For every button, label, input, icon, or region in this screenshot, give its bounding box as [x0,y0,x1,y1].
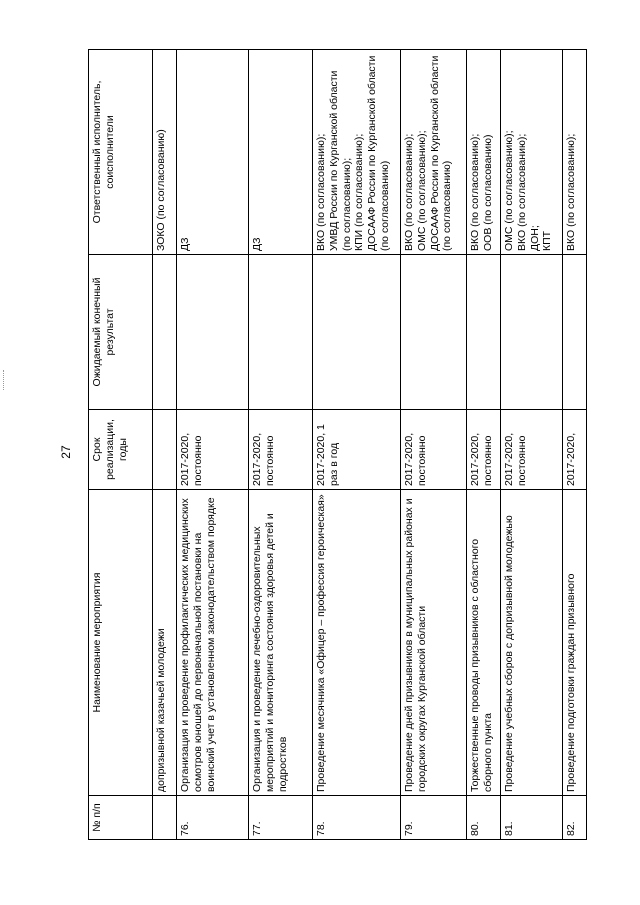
section-name: допризывной казачьей молодежи [153,490,177,796]
header-result: Ожидаемый конечный результат [89,255,153,410]
header-term: Срок реализации, годы [89,410,153,490]
row-executor [563,50,587,255]
row-term: 2017-2020, постоянно [467,410,501,490]
executor-line: ОМС (по согласованию); [415,130,428,251]
row-result [401,255,467,410]
table-row [467,50,501,840]
row-executor [177,50,249,255]
row-term: 2017-2020, [563,410,587,490]
table-row [401,50,467,840]
table-row [501,50,563,840]
executor-line: ДОСААФ России по Курганской области (по согласованию) [428,55,454,251]
header-num: № п/п [89,796,153,840]
row-num: 77. [249,796,313,840]
row-term: 2017-2020, постоянно [177,410,249,490]
table-row [177,50,249,840]
row-num: 78. [313,796,401,840]
executor-line: КПИ (по согласованию); [353,133,366,251]
row-num: 76. [177,796,249,840]
executor-line: ДОСААФ России по Курганской области (по согласованию) [366,55,391,251]
row-term: 2017-2020, 1 раз в год [313,410,401,490]
table-row [563,50,587,840]
row-name: Организация и проведение профилактических медицинских осмотров юношей до первоначальной постановки на воинский учет в установленном законодательством порядке [177,490,249,796]
row-name: Проведение учебных сборов с допризывной молодежью [501,490,563,796]
row-executor [401,50,467,255]
rotated-table-wrapper [88,50,588,840]
row-result [467,255,501,410]
row-name: Торжественные проводы призывников с областного сборного пункта [467,490,501,796]
section-result-cell [153,255,177,410]
table-header-row [89,50,153,840]
executor-line: ВКО (по согласованию); [315,133,327,251]
executor-line: ВКО (по согласованию); [515,133,528,251]
executor-line: ДОН; [528,225,541,251]
row-term: 2017-2020, постоянно [501,410,563,490]
row-executor [313,50,401,255]
row-name: Проведение месячника «Офицер – профессия героическая» [313,490,401,796]
row-executor [467,50,501,255]
row-name: Проведение дней призывников в муниципальных районах и городских округах Курганской области [401,490,467,796]
executor-line: ДЗ [251,237,263,251]
section-row [153,50,177,840]
page-number: 27 [59,445,73,459]
row-num: 82. [563,796,587,840]
table-row [313,50,401,840]
executor-line: ДЗ [179,237,191,251]
row-result [177,255,249,410]
table-row [249,50,313,840]
header-name: Наименование мероприятия [89,490,153,796]
row-executor [249,50,313,255]
row-term: 2017-2020, постоянно [401,410,467,490]
section-term-cell [153,410,177,490]
executor-line: УМВД России по Курганской области (по согласованию); [327,70,353,251]
executor-line: ООВ (по согласованию) [481,134,494,251]
executor-line: ВКО (по согласованию); [403,133,415,251]
row-result [249,255,313,410]
header-executor: Ответственный исполнитель, соисполнители [89,50,153,255]
scan-artifact [3,370,6,390]
executor-line: КПТ [541,230,554,251]
row-result [313,255,401,410]
row-num: 81. [501,796,563,840]
executor-line: ВКО (по согласованию); [469,133,481,251]
row-name: Проведение подготовки граждан призывного [563,490,587,796]
section-num-cell [153,796,177,840]
row-result [563,255,587,410]
row-num: 80. [467,796,501,840]
executor-line: ВКО (по согласованию); [565,133,577,251]
row-term: 2017-2020, постоянно [249,410,313,490]
executor-line: ОМС (по согласованию); [503,130,515,251]
section-executor: ЗОКО (по согласованию) [153,50,177,255]
row-result [501,255,563,410]
row-executor [501,50,563,255]
row-name: Организация и проведение лечебно-оздоровительных мероприятий и мониторинга состояния здоровья детей и подростков [249,490,313,796]
events-table [88,49,587,840]
row-num: 79. [401,796,467,840]
